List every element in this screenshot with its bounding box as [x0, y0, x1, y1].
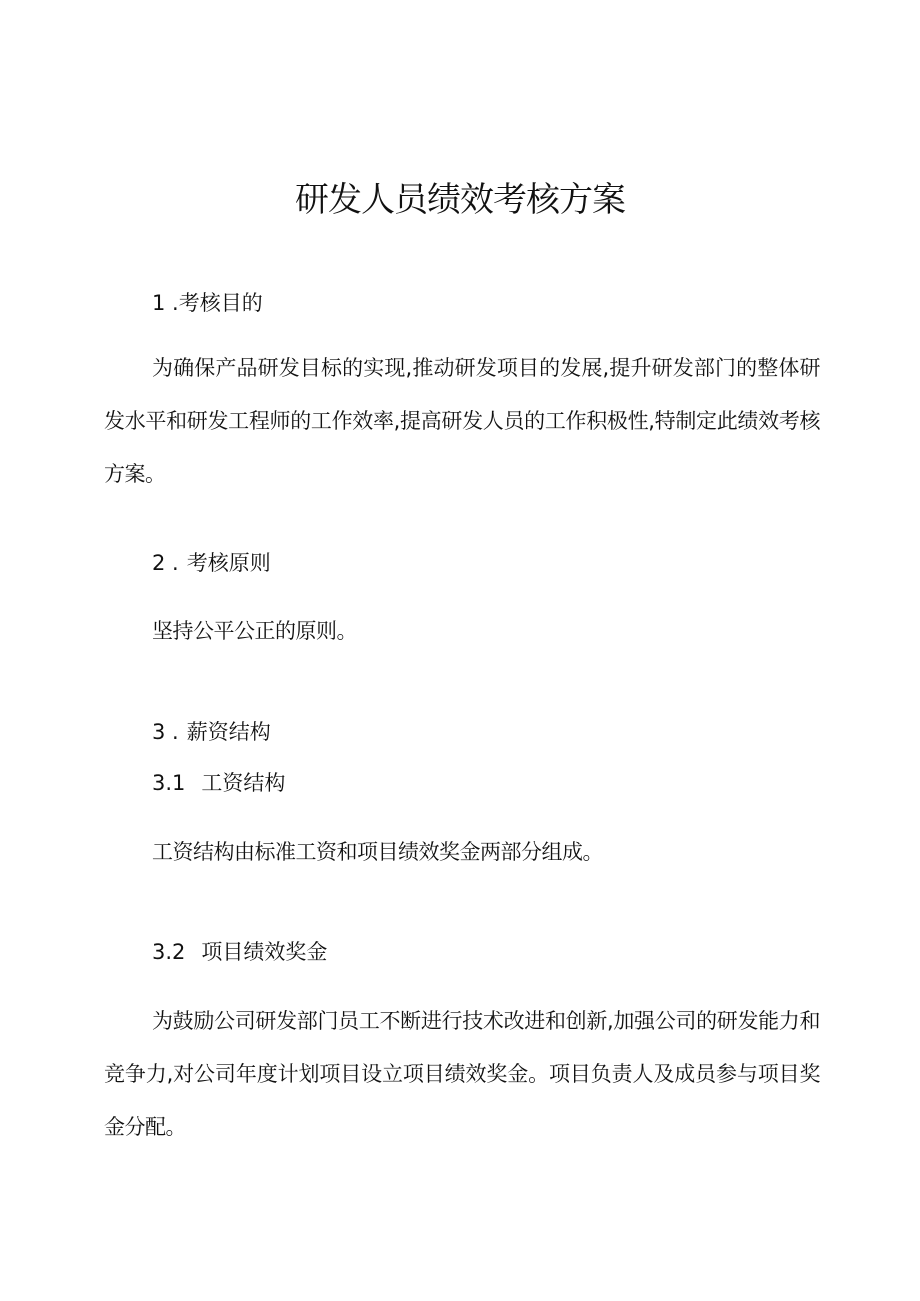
section-1-paragraph: 为确保产品研发目标的实现,推动研发项目的发展,提升研发部门的整体研发水平和研发工程师的工作效率,提高研发人员的工作积极性,特制定此绩效考核方案。 — [104, 356, 820, 486]
section-heading-3-1 — [152, 768, 285, 798]
section-3-2-paragraph: 为鼓励公司研发部门员工不断进行技术改进和创新,加强公司的研发能力和竞争力,对公司年度计划项目设立项目绩效奖金。项目负责人及成员参与项目奖金分配。 — [104, 1009, 820, 1139]
document-title: 研发人员绩效考核方案 — [295, 180, 625, 220]
section-title: 项目绩效奖金 — [201, 940, 328, 964]
section-2-paragraph: 坚持公平公正的原则。 — [152, 619, 357, 643]
section-heading-1 — [152, 288, 263, 318]
section-number: 3.2 — [152, 940, 186, 964]
section-heading-3 — [152, 717, 271, 747]
section-number: 1 . — [152, 291, 179, 315]
section-number: 3 . — [152, 720, 179, 744]
section-number: 2 . — [152, 551, 179, 575]
section-title: 薪资结构 — [186, 720, 271, 744]
section-title: 工资结构 — [201, 771, 286, 795]
section-heading-2 — [152, 548, 271, 578]
section-3-1-paragraph: 工资结构由标准工资和项目绩效奖金两部分组成。 — [152, 840, 603, 864]
section-title: 考核原则 — [186, 551, 271, 575]
section-number: 3.1 — [152, 771, 186, 795]
section-heading-3-2 — [152, 937, 327, 967]
section-title: 考核目的 — [178, 291, 263, 315]
